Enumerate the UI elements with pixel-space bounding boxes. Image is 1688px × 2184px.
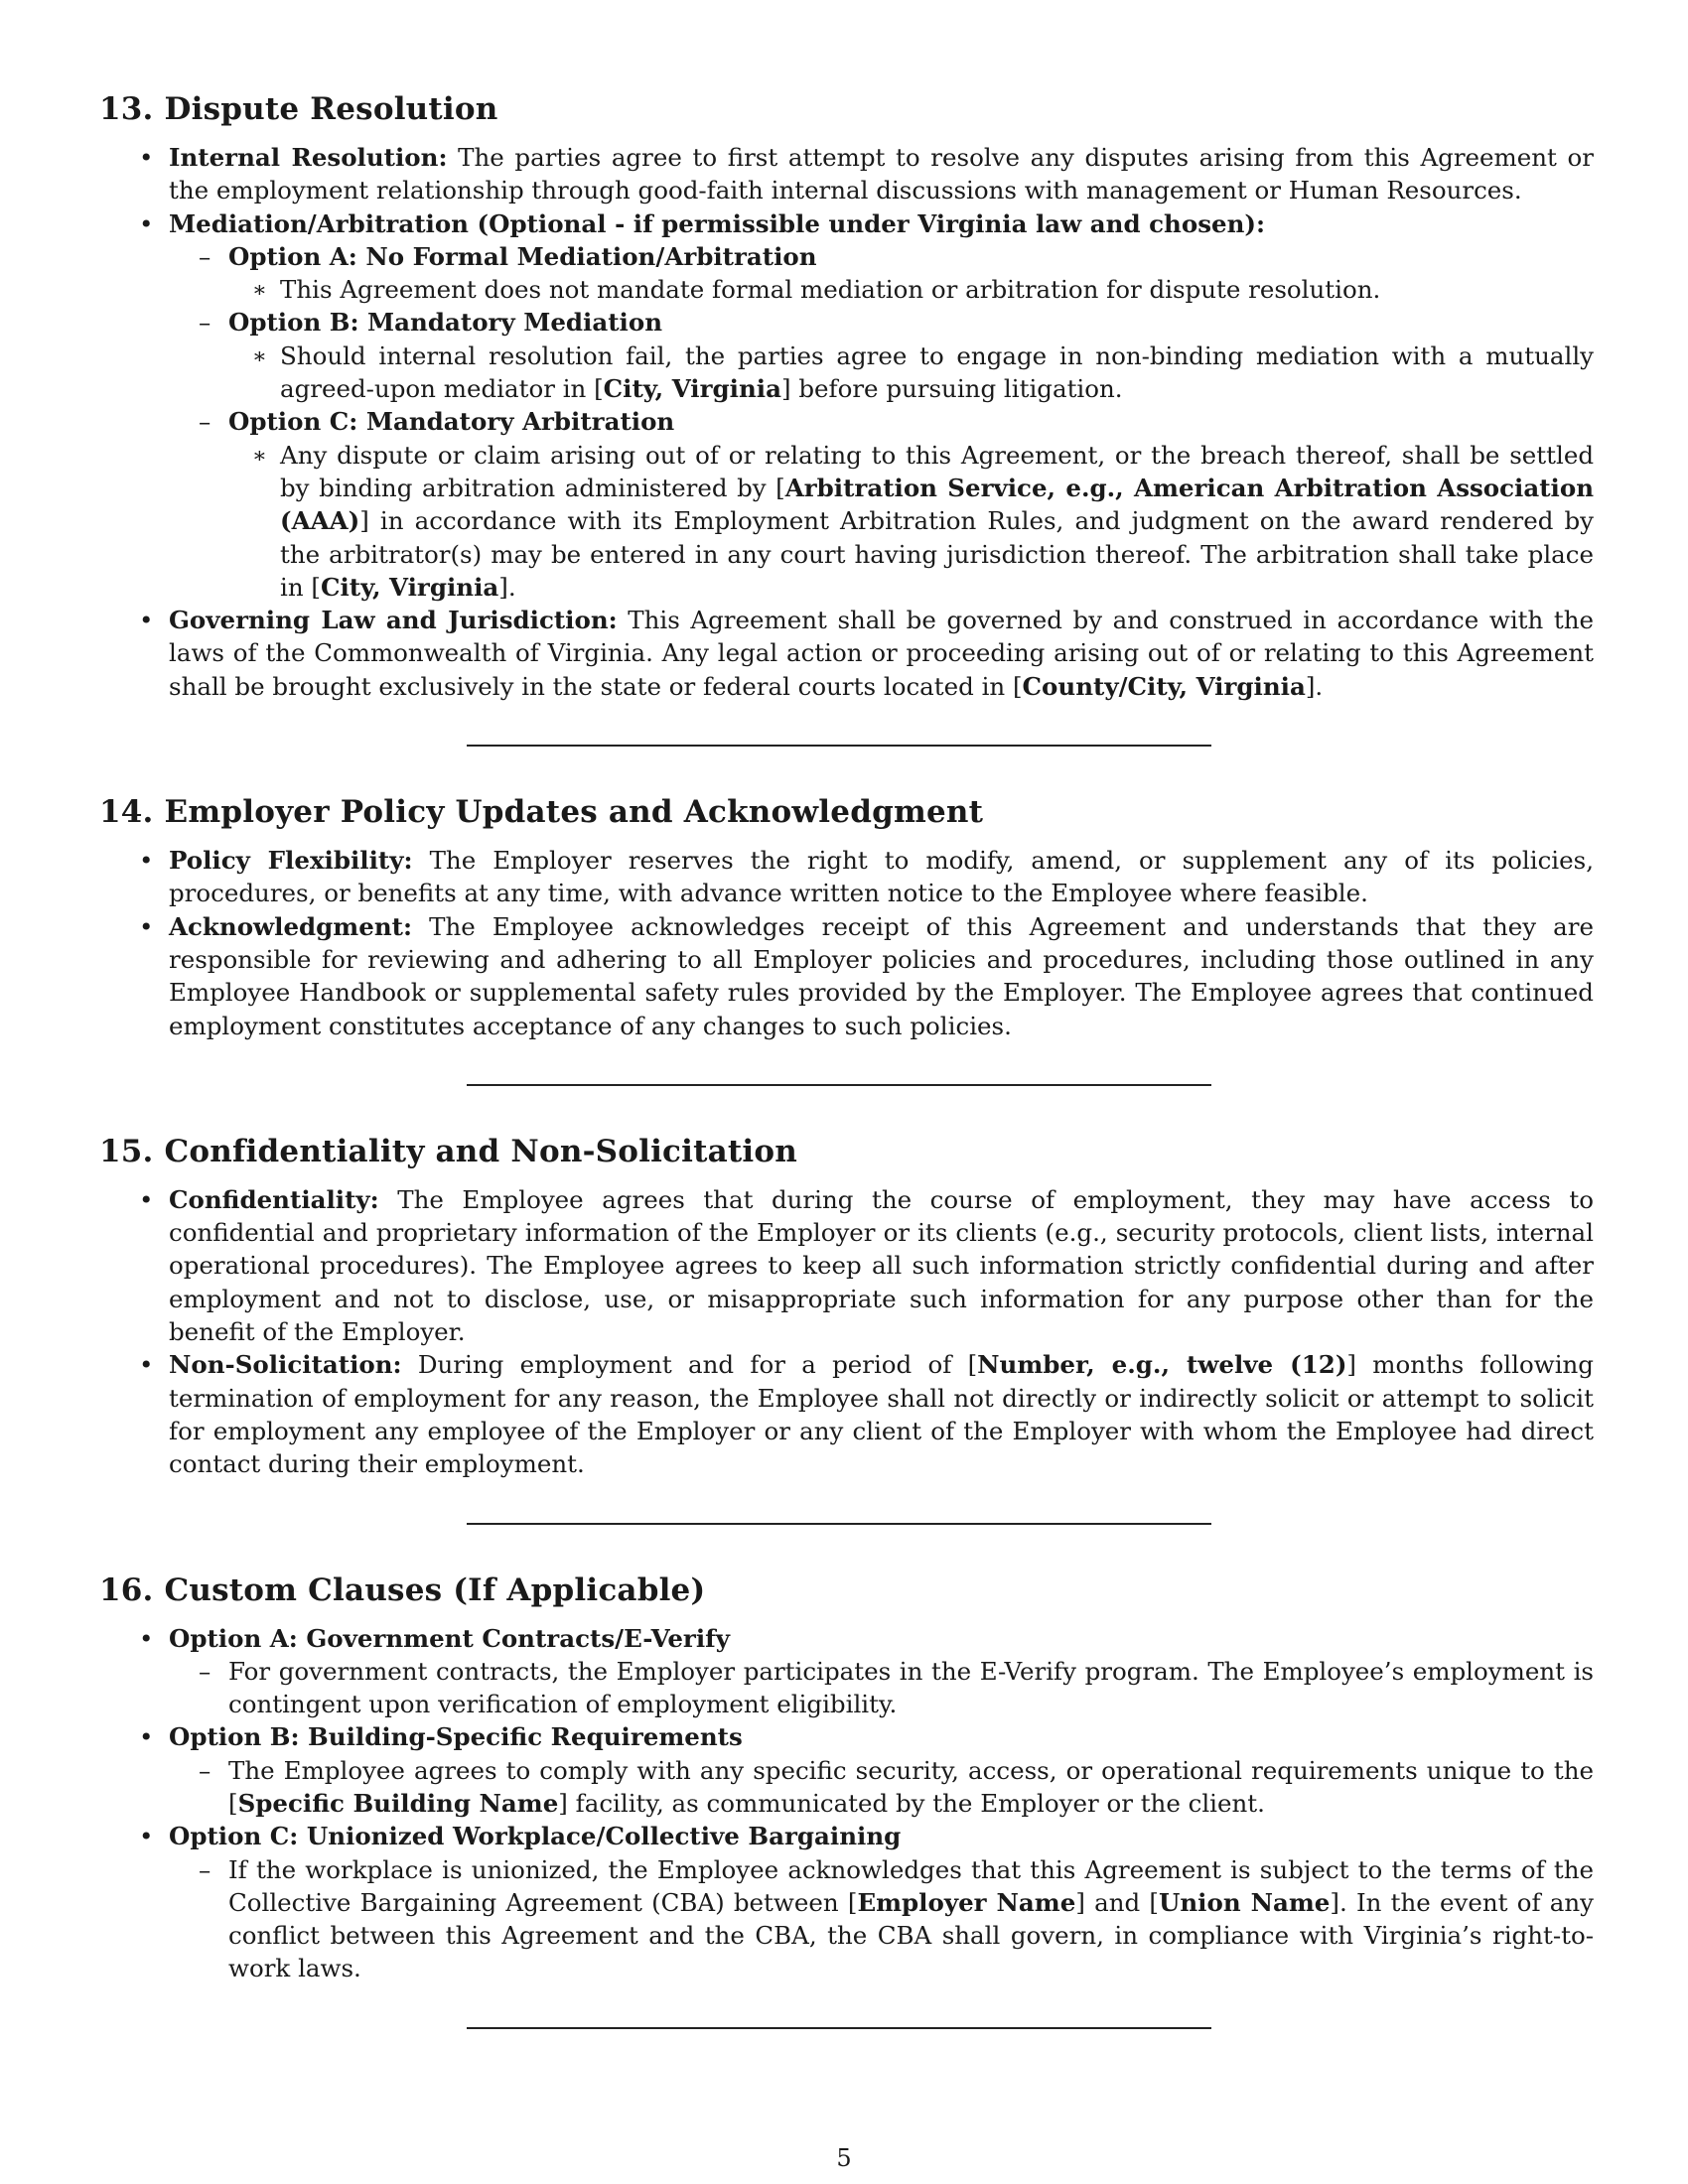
placeholder-field: Union Name [1159,1887,1331,1917]
item-label: Confidentiality: [169,1184,379,1214]
placeholder-field: Number, e.g., twelve (12) [977,1350,1347,1380]
sub-sub-item [228,273,1594,306]
option-text: ] facility, as communicated by the Employer or the client. [558,1788,1265,1818]
option-label: Option A: No Formal Mediation/Arbitration [228,241,817,271]
sub-list [169,1655,1594,1721]
sub-item [169,1754,1594,1821]
item-text: This Agreement shall be governed by and construed in accordance with the laws of the Commonwealth of Virginia. Any legal action or proceeding arising out of or relating to this Agreement shall be brought exclusively in the state or federal courts located in [ [169,606,1595,701]
option-text: ] and [ [1075,1887,1159,1917]
item-text: ] months following termination of employment for any reason, the Employee shall not directly or indirectly solicit or attempt to solicit for employment any employee of the Employer or any client of the Employer with whom the Employee had direct contact during their employment. [169,1350,1594,1479]
list-item [99,1348,1594,1480]
section-divider [467,1084,1211,1086]
sub-list [169,240,1594,604]
sub-item [169,405,1594,604]
sub-item [169,240,1594,307]
option-label: Option A: Government Contracts/E-Verify [169,1623,730,1653]
section-divider [467,1523,1211,1525]
section-heading: 16. Custom Clauses (If Applicable) [99,1571,706,1608]
option-text: ]. In the event of any conflict between this Agreement and the CBA, the CBA shall govern, in compliance with Virginia’s right-to-work laws. [228,1887,1595,1983]
list-item [99,1622,1594,1721]
bullet-list [99,844,1594,1042]
option-label: Option C: Unionized Workplace/Collective Bargaining [169,1822,902,1851]
document-page [99,91,1594,2077]
placeholder-field: County/City, Virginia [1022,671,1306,701]
item-label: Acknowledgment: [169,911,412,941]
item-text: The Employee acknowledges receipt of this Agreement and understands that they are responsible for reviewing and adhering to all Employer policies and procedures, including those outlined in any Employee Handbook or supplemental safety rules provided by the Employer. The Employee agrees that continued employment constitutes acceptance of any changes to such policies. [169,911,1594,1040]
bullet-list [99,1622,1594,1985]
sub-sub-list [228,439,1594,604]
sub-sub-item [228,340,1594,406]
bullet-list [99,141,1594,703]
placeholder-field: Arbitration Service, e.g., American Arbitration Association (AAA) [280,473,1595,536]
section-policy-updates [99,794,1594,1042]
option-label: Option B: Building-Specific Requirements [169,1722,743,1752]
sub-item [169,1655,1594,1721]
section-dispute-resolution [99,91,1594,703]
bullet-list [99,1183,1594,1481]
list-item [99,1720,1594,1820]
sub-item [169,1853,1594,1985]
item-text: The Employee agrees that during the course of employment, they may have access to confidential and proprietary information of the Employer or its clients (e.g., security protocols, client lists, internal operational procedures). The Employee agrees to keep all such information strictly confidential during and after employment and not to disclose, use, or misappropriate such information for any purpose other than for the benefit of the Employer. [169,1184,1594,1347]
sub-sub-list [228,340,1594,406]
page-number: 5 [836,2144,852,2172]
item-label: Governing Law and Jurisdiction: [169,606,618,635]
option-label: Option B: Mandatory Mediation [228,308,663,338]
option-text: ] before pursuing litigation. [780,374,1123,404]
sub-list [169,1853,1594,1985]
section-divider [467,745,1211,747]
section-confidentiality [99,1134,1594,1481]
item-label: Non-Solicitation: [169,1350,402,1380]
placeholder-field: Employer Name [857,1887,1076,1917]
option-text: For government contracts, the Employer participates in the E-Verify program. The Employee’s employment is contingent upon verification of employment eligibility. [228,1656,1594,1719]
item-text: During employment and for a period of [ [401,1350,978,1380]
option-text: Should internal resolution fail, the parties agree to engage in non-binding mediation with a mutually agreed-upon mediator in [ [280,341,1594,404]
option-text: If the workplace is unionized, the Employee acknowledges that this Agreement is subject to the terms of the Collective Bargaining Agreement (CBA) between [ [228,1854,1594,1917]
list-item [99,910,1594,1042]
option-text: ]. [498,572,516,602]
option-label: Option C: Mandatory Arbitration [228,407,675,437]
item-label: Internal Resolution: [169,143,448,172]
sub-item [169,306,1594,405]
list-item [99,844,1594,910]
placeholder-field: City, Virginia [320,572,499,602]
option-text: The Employee agrees to comply with any specific security, access, or operational requirements unique to the [ [228,1755,1594,1818]
sub-sub-item [228,439,1594,604]
placeholder-field: City, Virginia [603,374,781,404]
sub-list [169,1754,1594,1821]
list-item [99,1820,1594,1984]
section-heading: 14. Employer Policy Updates and Acknowledgment [99,794,984,831]
section-divider [467,2027,1211,2029]
option-text: ] in accordance with its Employment Arbitration Rules, and judgment on the award rendered by the arbitrator(s) may be entered in any court having jurisdiction thereof. The arbitration shall take place in [ [280,506,1594,602]
item-label: Mediation/Arbitration (Optional - if permissible under Virginia law and chosen): [169,208,1266,238]
list-item [99,604,1594,703]
list-item [99,1183,1594,1348]
list-item [99,207,1594,605]
item-text: The parties agree to first attempt to resolve any disputes arising from this Agreement or the employment relationship through good-faith internal discussions with management or Human Resources. [169,143,1594,205]
section-heading: 15. Confidentiality and Non-Solicitation [99,1133,798,1169]
list-item [99,141,1594,207]
item-text: The Employer reserves the right to modify, amend, or supplement any of its policies, procedures, or benefits at any time, with advance written notice to the Employee where feasible. [169,846,1594,908]
option-text: This Agreement does not mandate formal mediation or arbitration for dispute resolution. [280,275,1381,305]
section-custom-clauses [99,1572,1594,1985]
item-text: ]. [1305,671,1324,701]
sub-sub-list [228,273,1594,306]
option-text: Any dispute or claim arising out of or relating to this Agreement, or the breach thereof, shall be settled by binding arbitration administered by [ [280,440,1594,502]
section-heading: 13. Dispute Resolution [99,91,498,127]
item-label: Policy Flexibility: [169,846,413,876]
placeholder-field: Specific Building Name [237,1788,559,1818]
